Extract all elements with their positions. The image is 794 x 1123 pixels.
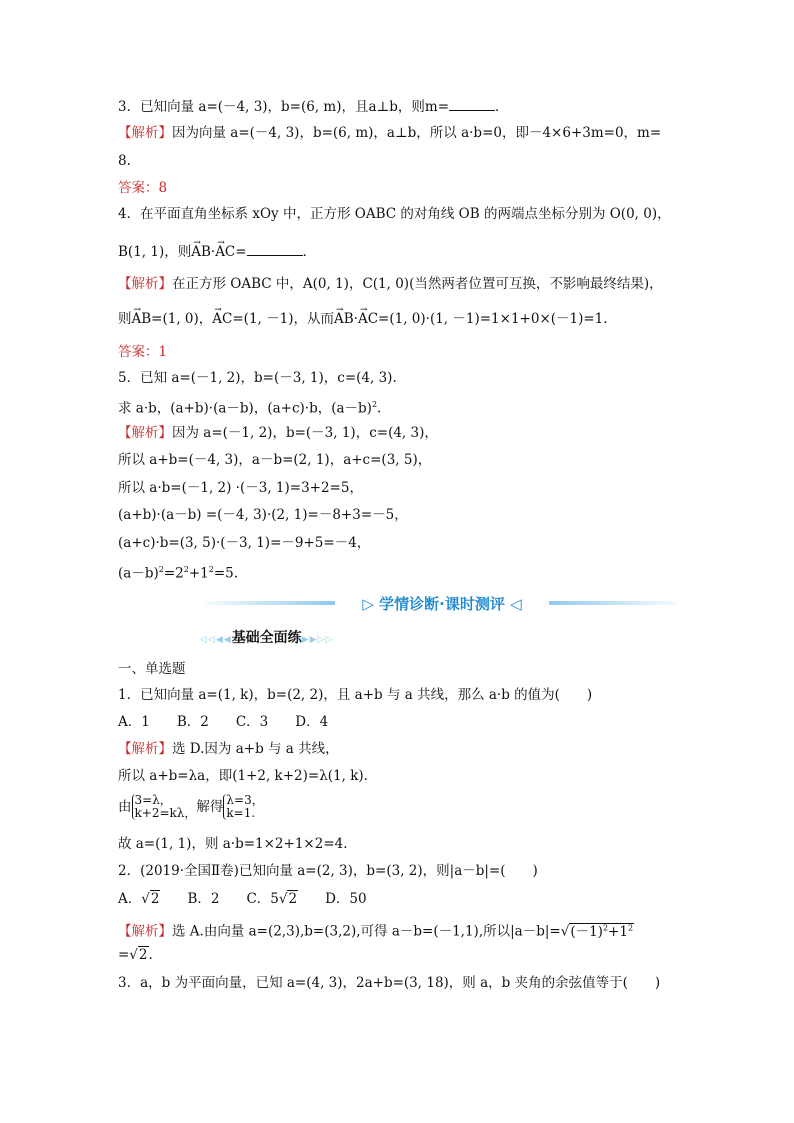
banner-bar-right	[549, 601, 677, 605]
arrow-deco-icon: ▶▶▷▷	[301, 635, 334, 645]
p3-stem: 3．a，b 为平面向量，已知 a=(4, 3)，2a+b=(3, 18)，则 a，b 夹角的余弦值等于( )	[118, 975, 661, 991]
p1-system-line: 由 3=λ， k+2=kλ，解得 λ=3， k=1.	[118, 793, 264, 820]
q4-stem-line2: B(1, 1)，则→ AB·→ AC= ．	[118, 242, 316, 261]
answer-blank	[449, 97, 495, 111]
banner-bar-left	[205, 601, 335, 605]
q5-line5: $(a-b)^2=2^2+1^2=5$.	[118, 565, 239, 582]
p1-line3: 故 a=(1, 1)，则 a·b=1×2+1×2=4.	[118, 836, 348, 852]
q3-stem: 3．已知向量 a=(－4, 3)，b=(6, m)，且a⊥b，则m= ．	[118, 99, 509, 115]
jiexi-label: 【解析】	[118, 923, 172, 940]
p2-options: A．√2 B．2 C．5√2 D．50	[118, 891, 367, 907]
q5-line2: 所以 a·b=(－1, 2) ·(－3, 1)=3+2=5，	[118, 480, 363, 496]
arrow-deco-icon: ◁◁◀◀	[200, 635, 232, 645]
equation-system: 3=λ， k+2=kλ，	[132, 794, 197, 820]
q3-jiexi: 【解析】因为向量 a=(－4, 3)，b=(6, m)，a⊥b，所以 a·b=0，即－4×6+3m=0，m=	[118, 125, 662, 141]
p1-line1: 所以 a+b=λa，即(1+2, k+2)=λ(1, k).	[118, 768, 368, 784]
vector-ac: → AC	[358, 310, 378, 328]
q4-jiexi-line2: 则→ AB=(1, 0)，→ AC=(1, －1)，从而→ AB·→ AC=(1, 0)·(1, －1)=1×1+0×(－1)=1.	[118, 310, 608, 328]
p2-jiexi: 【解析】选 A.由向量 a=(2,3),b=(3,2),可得 a－b=(－1,1),所以$|a-b|=√(-1)^2+1^2$	[118, 923, 634, 940]
p1-jiexi: 【解析】选 D.因为 a+b 与 a 共线，	[118, 741, 339, 757]
vector-ab: → AB	[334, 310, 354, 328]
banner-title: ▷ 学情诊断·课时测评 ◁	[362, 595, 522, 613]
q5-line3: (a+b)·(a－b) =(－4, 3)·(2, 1)=－8+3=－5，	[118, 507, 408, 523]
q4-answer: 答案：1	[118, 344, 168, 360]
subsection-title: 基础全面练	[231, 630, 302, 646]
jiexi-label: 【解析】	[118, 125, 172, 141]
q4-stem-line1: 4．在平面直角坐标系 xOy 中，正方形 OABC 的对角线 OB 的两端点坐标分别为 O(0, 0)，	[118, 206, 671, 222]
q5-stem-line1: 5．已知 a=(－1, 2)，b=(－3, 1)，c=(4, 3).	[118, 370, 397, 386]
p1-options: A．1 B．2 C．3 D．4	[118, 714, 329, 730]
q3-answer: 答案：8	[118, 180, 168, 196]
subsection-heading	[200, 627, 333, 647]
equation-system: λ=3， k=1.	[223, 794, 263, 820]
q5-line1: 所以 a+b=(－4, 3)，a－b=(2, 1)，a+c=(3, 5)，	[118, 452, 432, 468]
q5-jiexi: 【解析】因为 a=(－1, 2)，b=(－3, 1)，c=(4, 3)，	[118, 425, 438, 441]
jiexi-label: 【解析】	[118, 741, 172, 757]
q5-stem-line2: 求 a·b，(a+b)·(a－b)，(a+c)·b，$(a-b)^2$.	[118, 400, 382, 417]
vector-ab: → AB	[191, 243, 211, 261]
question-type-heading: 一、单选题	[118, 661, 186, 677]
q3-jiexi-cont: 8.	[118, 153, 131, 169]
vector-ab: → AB	[132, 310, 152, 328]
q5-line4: (a+c)·b=(3, 5)·(－3, 1)=－9+5=－4，	[118, 535, 371, 551]
jiexi-label: 【解析】	[118, 276, 172, 292]
vector-ac: → AC	[215, 243, 235, 261]
answer-blank	[247, 242, 303, 256]
p2-jiexi-cont: =√2.	[118, 947, 153, 963]
vector-ac: → AC	[212, 310, 232, 328]
section-banner	[205, 592, 677, 614]
p1-stem: 1．已知向量 a=(1, k)，b=(2, 2)，且 a+b 与 a 共线，那么 a·b 的值为( )	[118, 687, 593, 703]
p2-stem: 2．(2019·全国Ⅱ卷)已知向量 a=(2, 3)，b=(3, 2)，则|a－b|=( )	[118, 863, 538, 879]
jiexi-label: 【解析】	[118, 425, 172, 441]
q4-jiexi: 【解析】在正方形 OABC 中，A(0, 1)，C(1, 0)(当然两者位置可互换，不影响最终结果)，	[118, 276, 663, 292]
